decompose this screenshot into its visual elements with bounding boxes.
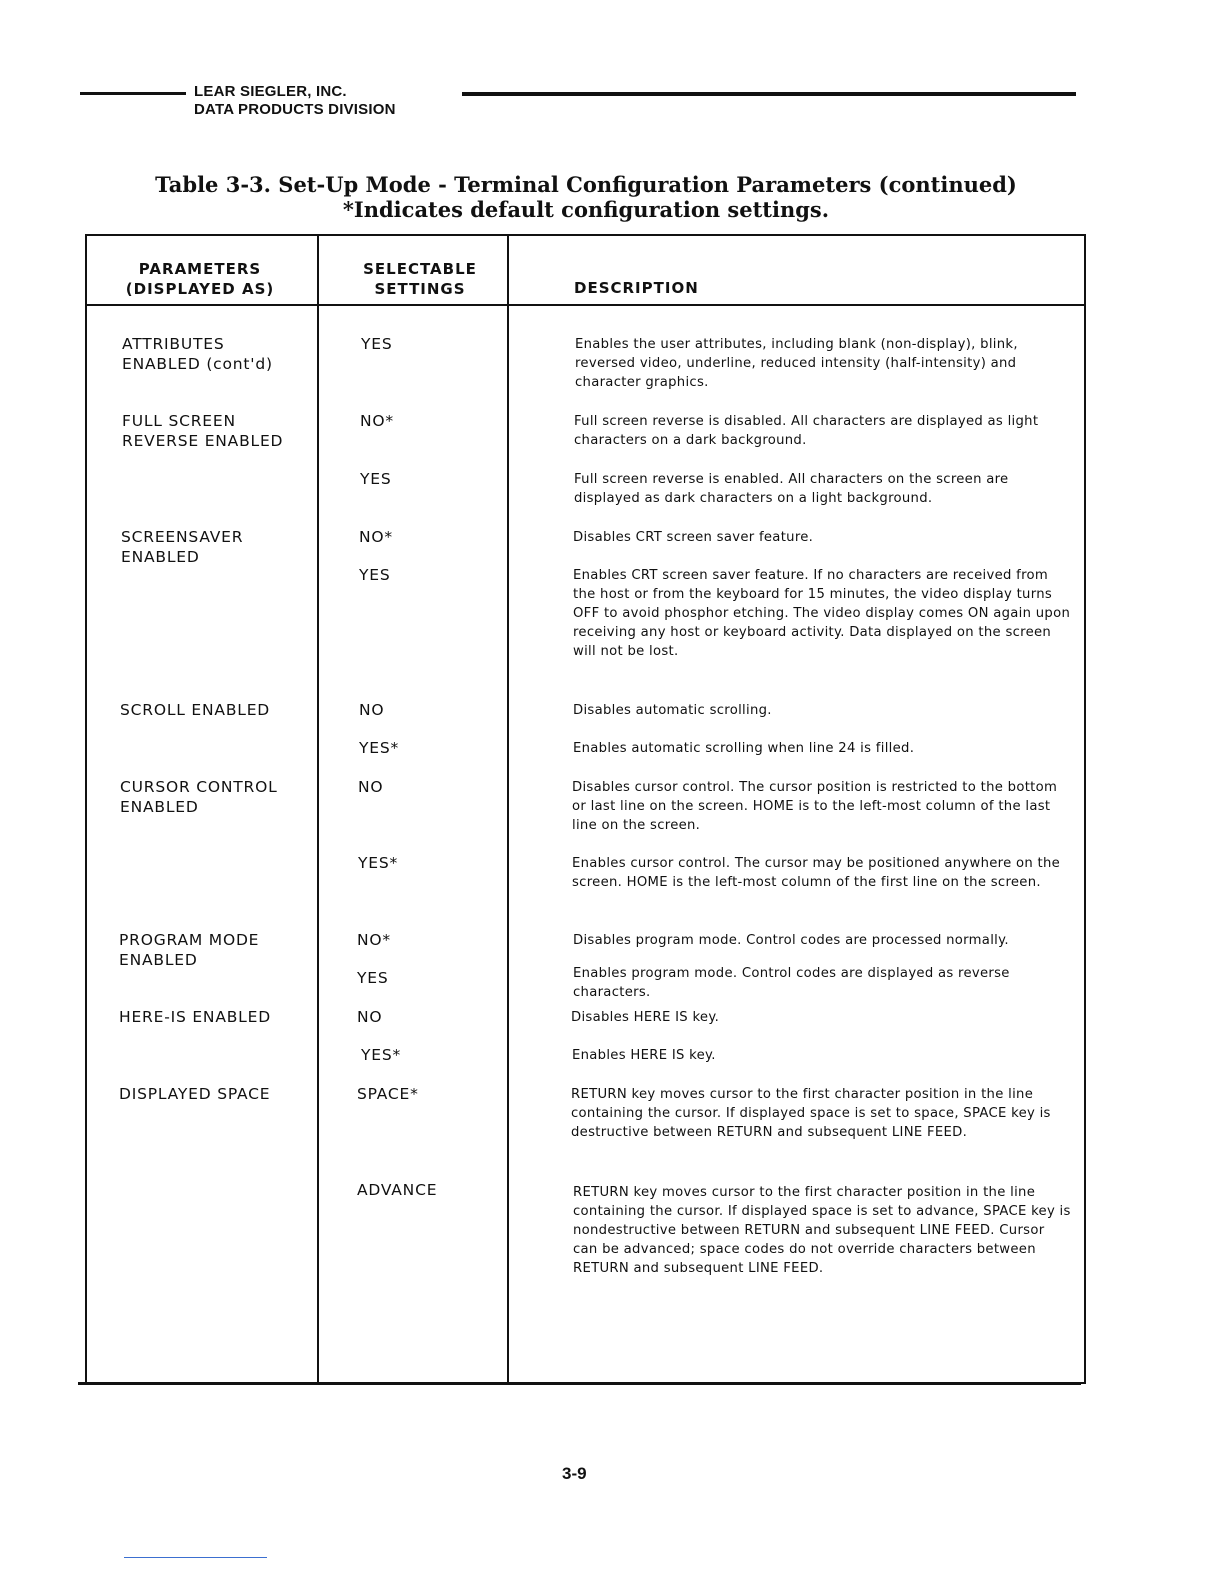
setting-value: NO* — [360, 412, 394, 430]
description-text: Disables automatic scrolling. — [573, 703, 772, 718]
description-text: Enables automatic scrolling when line 24 is filled. — [573, 741, 915, 756]
setting-value: YES — [359, 566, 391, 584]
setting-value: SPACE* — [357, 1085, 419, 1103]
company-name: LEAR SIEGLER, INC. — [194, 83, 347, 100]
table-header-rule — [85, 304, 1086, 306]
setting-value: ADVANCE — [357, 1181, 438, 1199]
setting-value: YES — [360, 470, 392, 488]
setting-value: NO* — [357, 931, 391, 949]
description-text: Full screen reverse is disabled. All characters are displayed as light characters on a dark background. — [574, 414, 1039, 448]
param-displayed-space: DISPLAYED SPACE — [119, 1085, 271, 1103]
page-number: 3-9 — [562, 1464, 587, 1483]
param-screensaver: SCREENSAVER ENABLED — [121, 528, 244, 566]
description-text: Disables cursor control. The cursor position is restricted to the bottom or last line on the screen. HOME is to the left-most column of the last line on the screen. — [572, 780, 1058, 833]
setting-value: NO* — [359, 528, 393, 546]
setting-value: YES — [357, 969, 389, 987]
param-here-is: HERE-IS ENABLED — [119, 1008, 271, 1026]
setting-value: YES* — [358, 854, 399, 872]
setting-value: YES — [361, 335, 393, 353]
setting-value: YES* — [359, 739, 400, 757]
description-text: Enables cursor control. The cursor may be positioned anywhere on the screen. HOME is the left-most column of the first line on the screen. — [572, 856, 1061, 890]
table-subtitle: *Indicates default configuration settings. — [342, 197, 830, 222]
description-text: RETURN key moves cursor to the first character position in the line containing the cursor. If displayed space is set to space, SPACE key is destructive between RETURN and subsequent LINE FEED. — [571, 1087, 1051, 1140]
description-text: Disables CRT screen saver feature. — [573, 530, 814, 545]
description-text: RETURN key moves cursor to the first character position in the line containing the cursor. If displayed space is set to advance, SPACE key is nondestructive between RETURN and subsequent LINE FEED. Cursor can be advanced; space codes do not override characters between RETURN and subsequent LINE FEED. — [573, 1185, 1071, 1276]
setting-value: NO — [357, 1008, 383, 1026]
description-text: Enables CRT screen saver feature. If no characters are received from the host or from the keyboard for 15 minutes, the video display turns OFF to avoid phosphor etching. The video display comes ON again upon receiving any host or keyboard activity. Data displayed on the screen will not be lost. — [573, 568, 1071, 659]
column-header-description: DESCRIPTION — [574, 279, 699, 297]
param-full-screen-reverse: FULL SCREEN REVERSE ENABLED — [122, 412, 284, 450]
description-text: Disables HERE IS key. — [571, 1010, 720, 1025]
param-cursor-control: CURSOR CONTROL ENABLED — [120, 778, 278, 816]
setting-value: YES* — [361, 1046, 402, 1064]
description-text: Full screen reverse is enabled. All characters on the screen are displayed as dark characters on a light background. — [574, 472, 1009, 506]
param-program-mode: PROGRAM MODE ENABLED — [119, 931, 260, 969]
header-rule-right — [462, 92, 1076, 96]
footer-rule — [124, 1557, 267, 1558]
column-divider — [507, 236, 509, 1384]
header-rule-left — [80, 92, 186, 95]
table-title: Table 3-3. Set-Up Mode - Terminal Configuration Parameters (continued) — [155, 172, 1017, 197]
description-text: Disables program mode. Control codes are processed normally. — [573, 933, 1009, 948]
param-scroll-enabled: SCROLL ENABLED — [120, 701, 271, 719]
description-text: Enables HERE IS key. — [572, 1048, 716, 1063]
description-text: Enables the user attributes, including blank (non-display), blink, reversed video, underline, reduced intensity (half-intensity) and character graphics. — [575, 337, 1018, 390]
column-header-settings: SELECTABLE SETTINGS — [363, 260, 477, 298]
column-header-parameters: PARAMETERS (DISPLAYED AS) — [125, 260, 275, 298]
description-text: Enables program mode. Control codes are displayed as reverse characters. — [573, 966, 1010, 1000]
setting-value: NO — [358, 778, 384, 796]
setting-value: NO — [359, 701, 385, 719]
column-divider — [317, 236, 319, 1384]
division-name: DATA PRODUCTS DIVISION — [194, 101, 396, 118]
param-attributes-enabled: ATTRIBUTES ENABLED (cont'd) — [122, 335, 273, 373]
table-bottom-rule — [78, 1382, 1081, 1385]
